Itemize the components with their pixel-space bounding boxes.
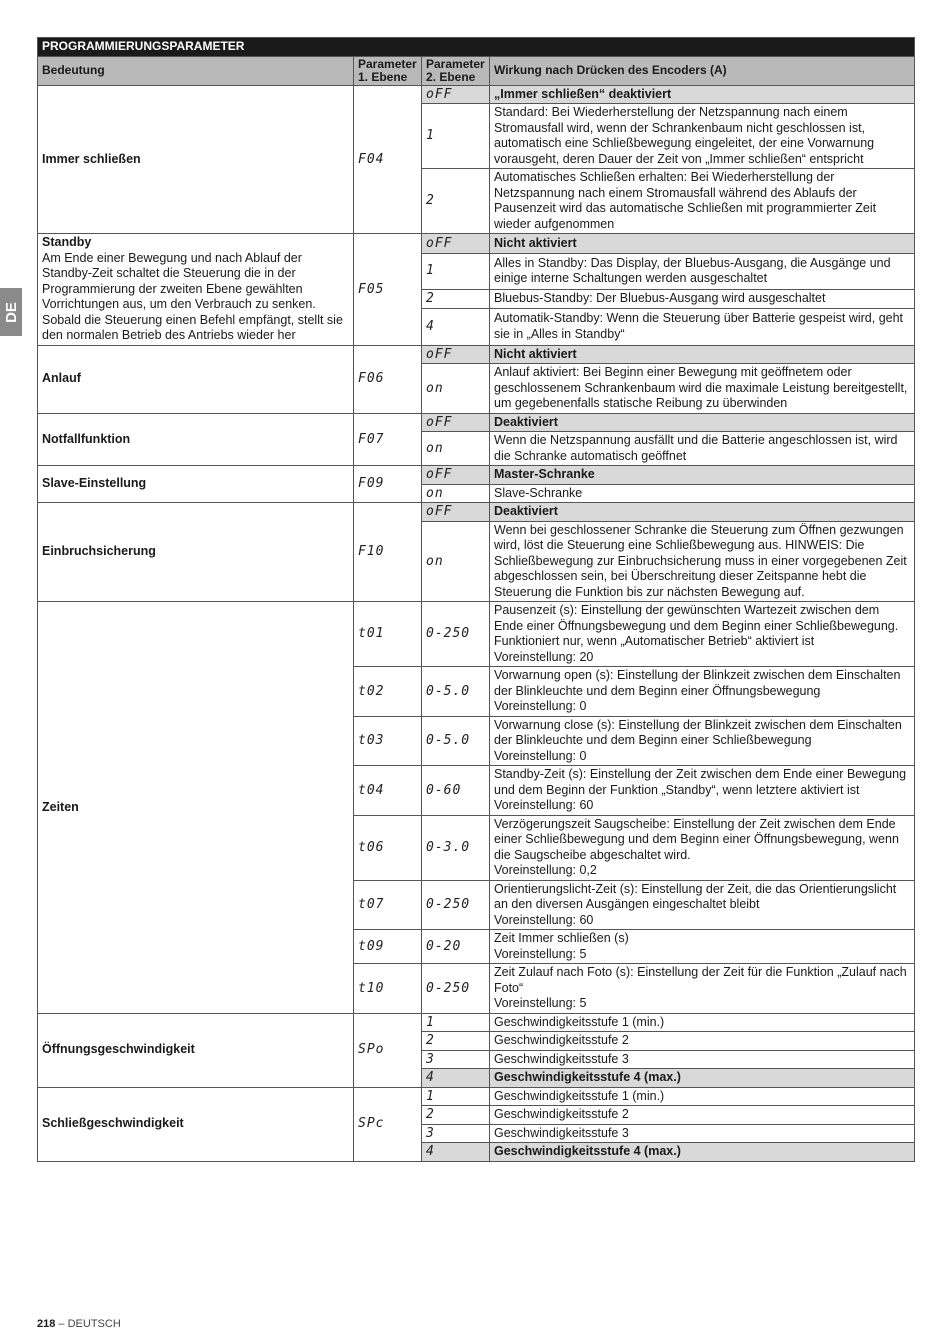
table-row <box>38 503 915 522</box>
level1-code: t10 <box>354 964 422 1014</box>
parameter-name-cell <box>38 413 354 466</box>
effect-description: Wenn bei geschlossener Schranke die Steuerung zum Öffnen gezwungen wird, löst die Steuerung eine Schließbewegung aus. HINWEIS: Die Schließbewegung zur Einbruchsicherung muss in einer vorgegebenen Zeit abgeschlossen sein, bei Überschreitung dieser Zeitspanne hebt die Steuerung die Funktion bis zur nächsten Bewegung auf. <box>490 521 915 602</box>
parameter-name: Einbruchsicherung <box>42 544 156 559</box>
level2-value: 0-20 <box>422 930 490 964</box>
table-row <box>38 85 915 104</box>
parameter-description: Am Ende einer Bewegung und nach Ablauf der Standby-Zeit schaltet die Steuerung die in der Programmierung der zweiten Ebene gewählten Vorrichtungen aus, um den Verbrauch zu senken. Sobald die Steuerung einen Befehl empfängt, stellt sie den normalen Betrieb des Antriebs wieder her <box>42 250 343 342</box>
table-row <box>38 1087 915 1106</box>
parameter-name-cell <box>38 345 354 413</box>
effect-description: Geschwindigkeitsstufe 4 (max.) <box>490 1069 915 1088</box>
level1-code: SPo <box>354 1013 422 1087</box>
level2-value: 2 <box>422 169 490 234</box>
effect-description: Bluebus-Standby: Der Bluebus-Ausgang wird ausgeschaltet <box>490 289 915 309</box>
effect-description: Geschwindigkeitsstufe 3 <box>490 1050 915 1069</box>
effect-description: Geschwindigkeitsstufe 3 <box>490 1124 915 1143</box>
effect-description: Geschwindigkeitsstufe 4 (max.) <box>490 1143 915 1162</box>
footer-language: – DEUTSCH <box>55 1318 121 1330</box>
level2-value: 4 <box>422 309 490 345</box>
level2-value: 1 <box>422 104 490 169</box>
parameter-name-cell <box>38 234 354 346</box>
effect-description: Geschwindigkeitsstufe 1 (min.) <box>490 1087 915 1106</box>
effect-description: Nicht aktiviert <box>490 345 915 364</box>
level2-value: 0-5.0 <box>422 716 490 766</box>
level2-value: 2 <box>422 1106 490 1125</box>
effect-description: Vorwarnung open (s): Einstellung der Blinkzeit zwischen dem Einschalten der Blinkleuchte und dem Beginn einer Öffnungsbewegung Voreinstellung: 0 <box>490 667 915 717</box>
parameter-name: Anlauf <box>42 371 81 386</box>
table-header-row <box>38 56 915 85</box>
level2-value: oFF <box>422 85 490 104</box>
effect-description: Geschwindigkeitsstufe 2 <box>490 1032 915 1051</box>
level2-value: 0-250 <box>422 964 490 1014</box>
table-title: PROGRAMMIERUNGSPARAMETER <box>38 38 915 57</box>
level1-code: SPc <box>354 1087 422 1161</box>
page-number: 218 <box>37 1318 56 1330</box>
effect-description: Alles in Standby: Das Display, der Bluebus-Ausgang, die Ausgänge und einige interne Schaltungen werden ausgeschaltet <box>490 253 915 289</box>
level1-code: F07 <box>354 413 422 466</box>
header-level1: Parameter 1. Ebene <box>354 56 422 85</box>
level2-value: on <box>422 521 490 602</box>
header-effect: Wirkung nach Drücken des Encoders (A) <box>490 56 915 85</box>
level2-value: 3 <box>422 1124 490 1143</box>
level2-value: oFF <box>422 413 490 432</box>
effect-description: „Immer schließen“ deaktiviert <box>490 85 915 104</box>
effect-description: Nicht aktiviert <box>490 234 915 254</box>
level2-value: oFF <box>422 466 490 485</box>
level2-value: 1 <box>422 1087 490 1106</box>
parameter-name-cell <box>38 503 354 602</box>
effect-description: Wenn die Netzspannung ausfällt und die Batterie angeschlossen ist, wird die Schranke automatisch geöffnet <box>490 432 915 466</box>
effect-description: Vorwarnung close (s): Einstellung der Blinkzeit zwischen dem Einschalten der Blinkleuchte und dem Beginn einer Schließbewegung Voreinstellung: 0 <box>490 716 915 766</box>
language-tab-label: DE <box>2 301 20 323</box>
level2-value: 1 <box>422 253 490 289</box>
table-row <box>38 234 915 254</box>
level1-code: F04 <box>354 85 422 234</box>
language-tab <box>0 288 22 336</box>
parameter-name-cell <box>38 466 354 503</box>
parameter-name: Notfallfunktion <box>42 431 131 446</box>
level2-value: 4 <box>422 1069 490 1088</box>
page-footer <box>37 1318 121 1330</box>
level1-code: t04 <box>354 766 422 816</box>
level2-value: 0-250 <box>422 602 490 667</box>
level1-code: F10 <box>354 503 422 602</box>
parameter-name: Öffnungsgeschwindigkeit <box>42 1042 195 1057</box>
level2-value: 0-60 <box>422 766 490 816</box>
parameter-name: Schließgeschwindigkeit <box>42 1116 184 1131</box>
effect-description: Zeit Immer schließen (s) Voreinstellung: 5 <box>490 930 915 964</box>
level2-value: on <box>422 484 490 503</box>
level1-code: t09 <box>354 930 422 964</box>
parameter-table <box>37 37 915 1162</box>
effect-description: Automatisches Schließen erhalten: Bei Wiederherstellung der Netzspannung nach einem Stromausfall während des Ablaufs der Pausenzeit wird das automatische Schließen mit programmierter Zeit wieder aufgenommen <box>490 169 915 234</box>
level1-code: F06 <box>354 345 422 413</box>
level1-code: t07 <box>354 880 422 930</box>
level2-value: oFF <box>422 345 490 364</box>
parameter-name-cell <box>38 602 354 1014</box>
effect-description: Pausenzeit (s): Einstellung der gewünschten Wartezeit zwischen dem Ende einer Öffnungsbewegung und dem Beginn einer Schließbewegung. Funktioniert nur, wenn „Automatischer Betrieb“ aktiviert ist Voreinstellung: 20 <box>490 602 915 667</box>
effect-description: Geschwindigkeitsstufe 2 <box>490 1106 915 1125</box>
level2-value: 2 <box>422 289 490 309</box>
level1-code: t03 <box>354 716 422 766</box>
effect-description: Verzögerungszeit Saugscheibe: Einstellung der Zeit zwischen dem Ende einer Schließbewegung und dem Beginn einer Öffnungsbewegung, wenn die Saugscheibe abgeschaltet wird. Voreinstellung: 0,2 <box>490 815 915 880</box>
table-row <box>38 1013 915 1032</box>
effect-description: Standard: Bei Wiederherstellung der Netzspannung nach einem Stromausfall wird, wenn der Schrankenbaum nicht geschlossen ist, automatisch eine Schließbewegung eingeleitet, der eine Vorwarnung vorausgeht, deren Dauer der Zeit von „Immer schließen“ entspricht <box>490 104 915 169</box>
level1-code: t06 <box>354 815 422 880</box>
effect-description: Master-Schranke <box>490 466 915 485</box>
level1-code: F09 <box>354 466 422 503</box>
header-level2: Parameter 2. Ebene <box>422 56 490 85</box>
parameter-name-cell <box>38 85 354 234</box>
effect-description: Anlauf aktiviert: Bei Beginn einer Bewegung mit geöffnetem oder geschlossenem Schrankenbaum wird die maximale Leistung bereitgestellt, um gegebenenfalls statische Reibung zu überwinden <box>490 364 915 414</box>
level2-value: 0-250 <box>422 880 490 930</box>
effect-description: Orientierungslicht-Zeit (s): Einstellung der Zeit, die das Orientierungslicht an den diversen Ausgängen eingeschaltet bleibt Voreinstellung: 60 <box>490 880 915 930</box>
table-title-row <box>38 38 915 57</box>
parameter-name-cell <box>38 1087 354 1161</box>
level1-code: F05 <box>354 234 422 346</box>
effect-description: Geschwindigkeitsstufe 1 (min.) <box>490 1013 915 1032</box>
effect-description: Automatik-Standby: Wenn die Steuerung über Batterie gespeist wird, geht sie in „Alles in Standby“ <box>490 309 915 345</box>
parameter-name: Slave-Einstellung <box>42 476 147 491</box>
parameter-name: Zeiten <box>42 799 79 814</box>
level2-value: oFF <box>422 234 490 254</box>
header-meaning: Bedeutung <box>38 56 354 85</box>
level2-value: oFF <box>422 503 490 522</box>
effect-description: Zeit Zulauf nach Foto (s): Einstellung der Zeit für die Funktion „Zulauf nach Foto“ Voreinstellung: 5 <box>490 964 915 1014</box>
level2-value: 0-3.0 <box>422 815 490 880</box>
level1-code: t02 <box>354 667 422 717</box>
effect-description: Standby-Zeit (s): Einstellung der Zeit zwischen dem Ende einer Bewegung und dem Beginn der Funktion „Standby“, wenn letztere aktiviert ist Voreinstellung: 60 <box>490 766 915 816</box>
effect-description: Deaktiviert <box>490 413 915 432</box>
level2-value: 1 <box>422 1013 490 1032</box>
level1-code: t01 <box>354 602 422 667</box>
table-row <box>38 466 915 485</box>
parameter-name: Standby <box>42 235 92 249</box>
level2-value: 0-5.0 <box>422 667 490 717</box>
effect-description: Slave-Schranke <box>490 484 915 503</box>
table-row <box>38 345 915 364</box>
table-row <box>38 602 915 667</box>
parameter-name: Immer schließen <box>42 151 141 166</box>
table-row <box>38 413 915 432</box>
effect-description: Deaktiviert <box>490 503 915 522</box>
parameter-name-cell <box>38 1013 354 1087</box>
level2-value: on <box>422 364 490 414</box>
level2-value: 3 <box>422 1050 490 1069</box>
level2-value: on <box>422 432 490 466</box>
level2-value: 4 <box>422 1143 490 1162</box>
level2-value: 2 <box>422 1032 490 1051</box>
